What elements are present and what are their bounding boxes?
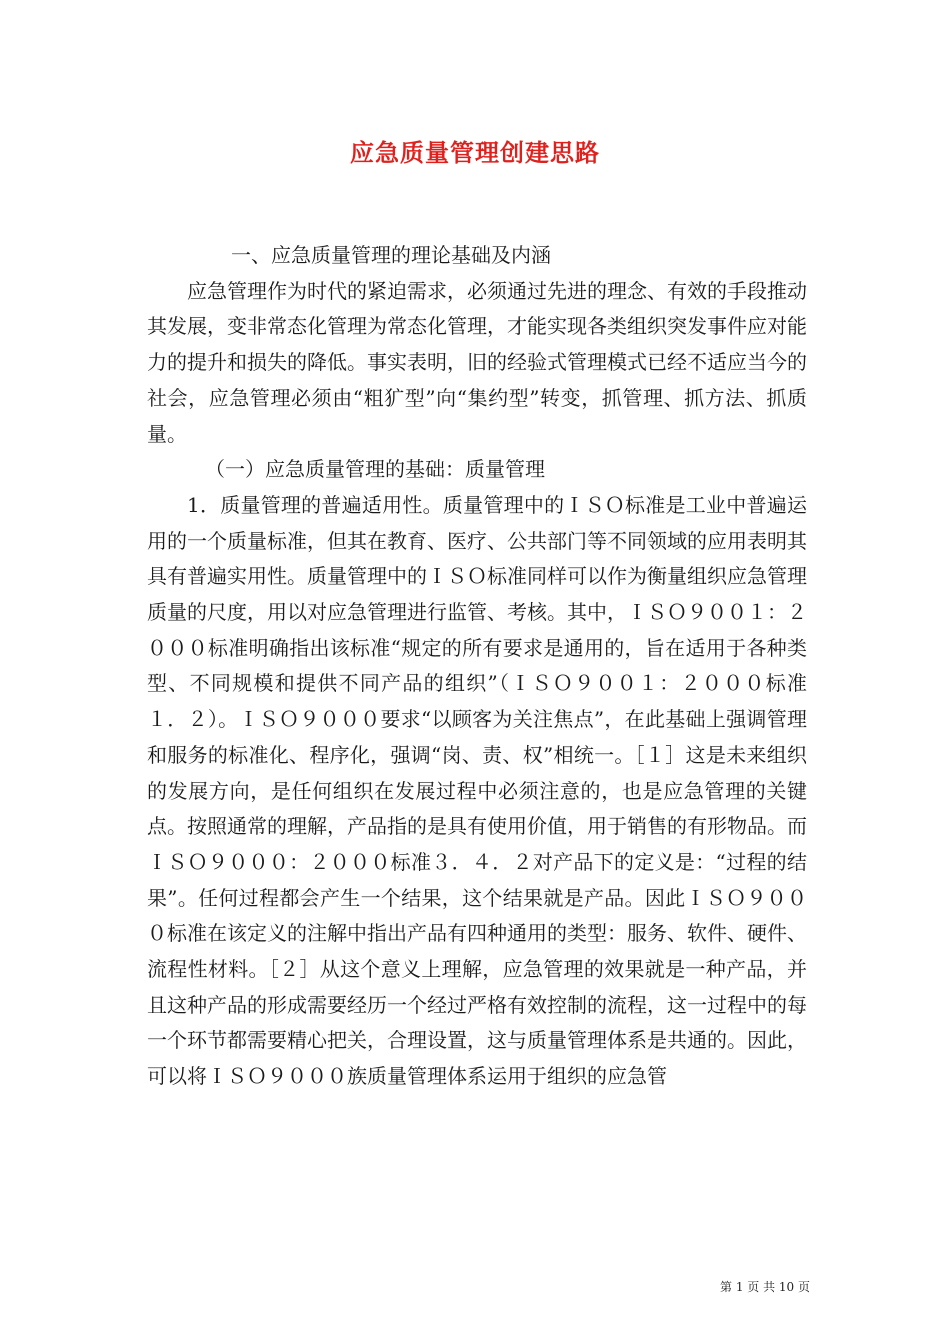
document-title: 应急质量管理创建思路 (350, 138, 600, 167)
paragraph: 1．质量管理的普遍适用性。质量管理中的ＩＳＯ标准是工业中普遍运用的一个质量标准，但其在教育、医疗、公共部门等不同领域的应用表明其具有普遍实用性。质量管理中的ＩＳＯ标准同样可以作为衡量组织应急管理质量的尺度，用以对应急管理进行监管、考核。其中，ＩＳＯ９００１：２０００标准明确指出该标准“规定的所有要求是通用的，旨在适用于各种类型、不同规模和提供不同产品的组织”（ＩＳＯ９００１：２０００标准１．２）。ＩＳＯ９０００要求“以顾客为关注焦点”，在此基础上强调管理和服务的标准化、程序化，强调“岗、责、权”相统一。［１］这是未来组织的发展方向，是任何组织在发展过程中必须注意的，也是应急管理的关键点。按照通常的理解，产品指的是具有使用价值，用于销售的有形物品。而ＩＳＯ９０００：２０００标准３．４．２对产品下的定义是：“过程的结果”。任何过程都会产生一个结果，这个结果就是产品。因此ＩＳＯ９０００标准在该定义的注解中指出产品有四种通用的类型：服务、软件、硬件、流程性材料。［２］从这个意义上理解，应急管理的效果就是一种产品，并且这种产品的形成需要经历一个经过严格有效控制的流程，这一过程中的每一个环节都需要精心把关，合理设置，这与质量管理体系是共通的。因此，可以将ＩＳＯ９０００族质量管理体系运用于组织的应急管 (147, 492, 807, 1089)
paragraph: 应急管理作为时代的紧迫需求，必须通过先进的理念、有效的手段推动其发展，变非常态化管理为常态化管理，才能实现各类组织突发事件应对能力的提升和损失的降低。事实表明，旧的经验式管理模式已经不适应当今的社会，应急管理必须由“粗犷型”向“集约型”转变，抓管理、抓方法、抓质量。 (147, 278, 807, 446)
section-heading: 一、应急质量管理的理论基础及内涵 (231, 243, 551, 267)
page-number: 第 1 页 共 10 页 (720, 1280, 810, 1294)
subsection-heading: （一）应急质量管理的基础：质量管理 (205, 457, 545, 482)
document-body (147, 238, 807, 1095)
